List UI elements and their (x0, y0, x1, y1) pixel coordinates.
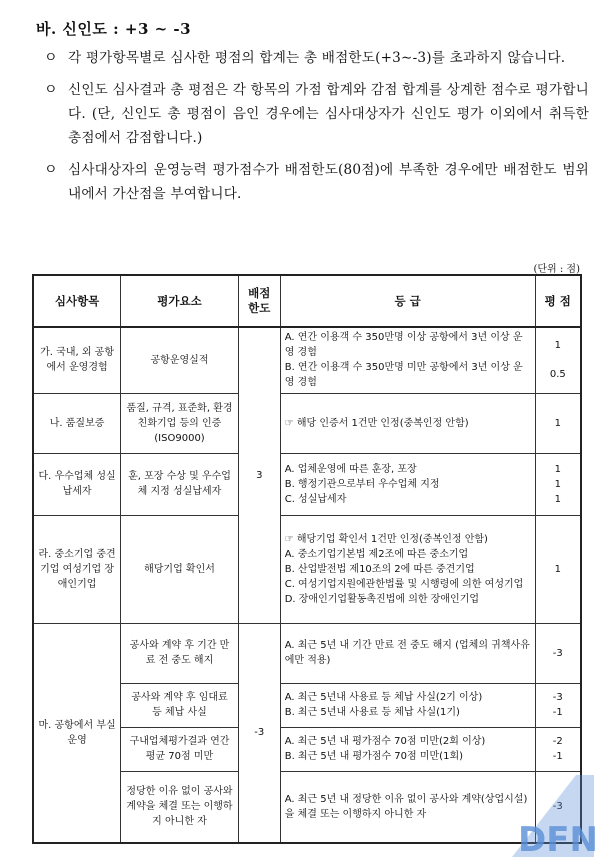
grade-line: A. 업체운영에 따른 훈장, 포장 (284, 463, 417, 475)
score-value: -3 (552, 692, 563, 703)
grade-cell (280, 515, 535, 623)
score-cell (535, 623, 581, 683)
item-cell: 나. 품질보증 (33, 393, 121, 453)
score-cell (535, 515, 581, 623)
grade-line: C. 여성기업지원에관한법률 및 시행령에 의한 여성기업 (284, 578, 524, 590)
score-cell (535, 393, 581, 453)
score-value: 1 (554, 463, 561, 475)
grade-line: D. 장애인기업활동촉진법에 의한 장애인기업 (284, 593, 480, 605)
grade-line: C. 성실납세자 (284, 493, 347, 505)
bullet-text: 각 평가항목별로 심사한 평점의 합계는 총 배점한도(+3∼-3)를 초과하지 않습니다. (68, 50, 566, 66)
grade-line: B. 연간 이용객 수 350만명 미만 공항에서 3년 이상 운영 경험 (284, 362, 523, 389)
score-value: -2 (552, 736, 563, 747)
grade-line: A. 최근 5년 내 정당한 이유 없이 공사와 계약(상업시설)을 체결 또는 이행하지 아니한 자 (284, 793, 528, 820)
header-element: 평가요소 (121, 275, 239, 327)
element-cell: 구내업체평가결과 연간평균 70점 미만 (121, 727, 239, 771)
score-value: -1 (552, 707, 563, 718)
score-value: 1 (554, 493, 561, 505)
bullet-text: 심사대상자의 운영능력 평가점수가 배점한도(80점)에 부족한 경우에만 배점한도 범위 내에서 가산점을 부여합니다. (68, 162, 589, 202)
score-value: -1 (552, 751, 563, 762)
grade-line: A. 연간 이용객 수 350만명 이상 공항에서 3년 이상 운영 경험 (284, 332, 523, 359)
grade-line: B. 산업발전법 제10조의 2에 따른 중견기업 (284, 563, 475, 575)
score-cell (535, 727, 581, 771)
bullet-item (44, 46, 589, 70)
grade-cell (280, 453, 535, 515)
grade-line: B. 행정기관으로부터 우수업체 지정 (284, 478, 440, 490)
score-table (32, 274, 582, 844)
grade-cell (280, 623, 535, 683)
score-value: 1 (554, 340, 561, 352)
grade-cell (280, 727, 535, 771)
grade-line: A. 최근 5년 내 기간 만료 전 중도 해지 (업체의 귀책사유에만 적용) (284, 640, 530, 666)
element-cell: 공항운영실적 (121, 327, 239, 393)
header-grade: 등 급 (280, 275, 535, 327)
grade-line: A. 중소기업기본법 제2조에 따른 중소기업 (284, 548, 469, 560)
element-cell: 해당기업 확인서 (121, 515, 239, 623)
bullet-text: 신인도 심사결과 총 평점은 각 항목의 가점 합계와 감점 합계를 상계한 점수로 평가합니다. (단, 신인도 총 평점이 음인 경우에는 심사대상자가 신인도 평가 이외에서 취득한 총점에서 감점합니다.) (68, 82, 589, 146)
item-cell: 라. 중소기업 중견기업 여성기업 장애인기업 (33, 515, 121, 623)
item-cell: 다. 우수업체 성실납세자 (33, 453, 121, 515)
item-cell: 마. 공항에서 부실운영 (33, 623, 121, 843)
score-value: 1 (554, 478, 561, 490)
bullet-mark: ㅇ (44, 50, 58, 66)
table-row (33, 623, 581, 683)
score-value: -3 (552, 801, 563, 813)
grade-cell (280, 327, 535, 393)
bullet-mark: ㅇ (44, 162, 58, 178)
grade-line: ☞ 해당기업 확인서 1건만 인정(중복인정 안함) (284, 533, 488, 545)
score-cell (535, 453, 581, 515)
bullet-item (44, 78, 589, 150)
header-limit-label: 배점 한도 (248, 286, 271, 315)
header-score: 평 점 (535, 275, 581, 327)
unit-note: (단위 : 점) (533, 264, 580, 275)
dfn-watermark-logo (506, 771, 598, 863)
bullet-item (44, 158, 589, 206)
header-item: 심사항목 (33, 275, 121, 327)
table-row (33, 515, 581, 623)
section-title: 바. 신인도 : +3 ~ -3 (36, 20, 192, 38)
limit-minus-cell: -3 (238, 623, 280, 843)
score-value: 1 (554, 563, 561, 575)
element-cell: 품질, 규격, 표준화, 환경친화기업 등의 인증(ISO9000) (121, 393, 239, 453)
table-row (33, 453, 581, 515)
score-cell (535, 683, 581, 727)
element-cell: 정당한 이유 없이 공사와 계약을 체결 또는 이행하지 아니한 자 (121, 771, 239, 843)
grade-line: A. 최근 5년 내 평가점수 70점 미만(2회 이상) (284, 736, 486, 747)
grade-line: ☞ 해당 인증서 1건만 인정(중복인정 안함) (284, 417, 469, 429)
table-header-row (33, 275, 581, 327)
element-cell: 공사와 계약 후 기간 만료 전 중도 해지 (121, 623, 239, 683)
score-value: -3 (552, 647, 563, 659)
header-limit (238, 275, 280, 327)
table-row (33, 327, 581, 393)
limit-plus-cell: 3 (238, 327, 280, 623)
grade-cell (280, 771, 535, 843)
score-value: 0.5 (549, 369, 566, 381)
bullet-mark: ㅇ (44, 82, 58, 98)
element-cell: 공사와 계약 후 임대료 등 체납 사실 (121, 683, 239, 727)
watermark-text: DFN (518, 820, 598, 860)
grade-line: A. 최근 5년내 사용료 등 체납 사실(2기 이상) (284, 692, 483, 703)
grade-cell (280, 393, 535, 453)
grade-line: B. 최근 5년 내 평가점수 70점 미만(1회) (284, 751, 464, 762)
grade-cell (280, 683, 535, 727)
item-cell: 가. 국내, 외 공항에서 운영경험 (33, 327, 121, 393)
grade-line: B. 최근 5년내 사용료 등 체납 사실(1기) (284, 707, 460, 718)
score-value: 1 (554, 417, 561, 429)
score-cell (535, 327, 581, 393)
table-row (33, 393, 581, 453)
element-cell: 훈, 포장 수상 및 우수업체 지정 성실납세자 (121, 453, 239, 515)
bullet-list (44, 46, 589, 214)
